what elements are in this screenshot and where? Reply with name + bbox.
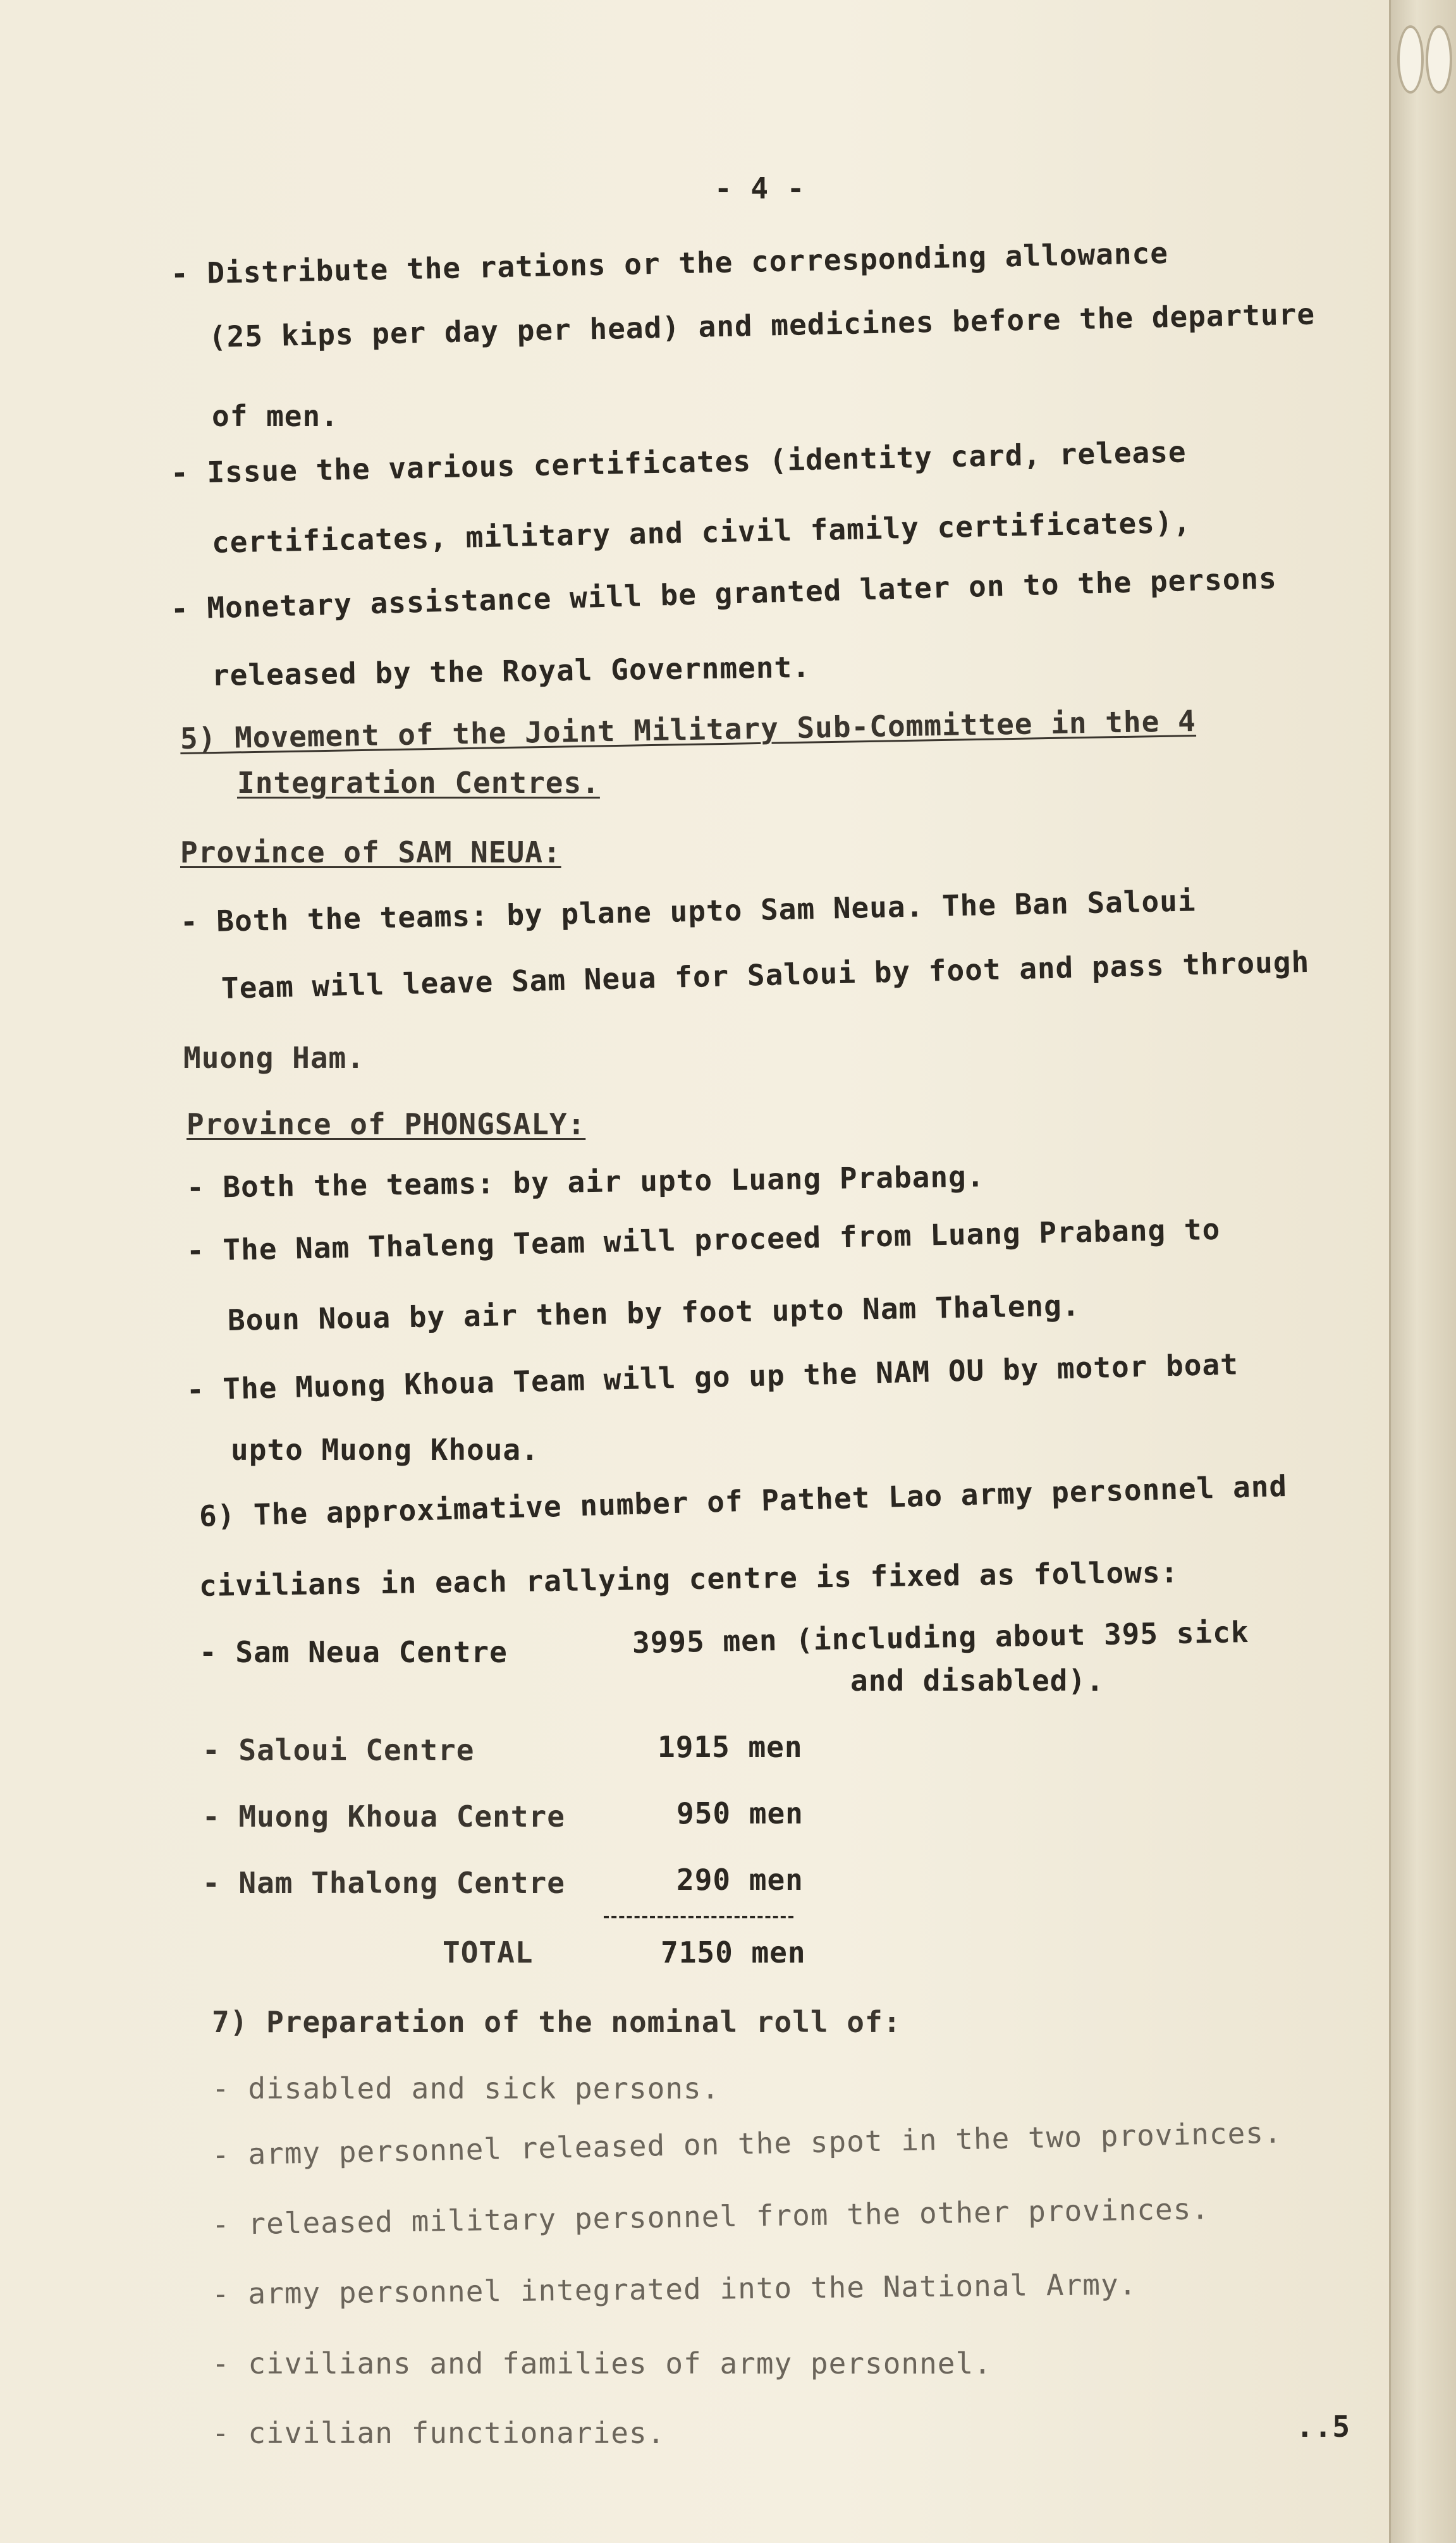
phongsaly-heading: Province of PHONGSALY: [187,1107,586,1141]
centre-sam-neua-count: 3995 men (including about 395 sick [632,1614,1249,1660]
bullet-certificates-line1: - Issue the various certificates (identity card, release [170,434,1187,490]
section6-intro-line1: 6) The approximative number of Pathet Lao army personnel and [199,1468,1288,1533]
centre-saloui-count: 1915 men [658,1730,803,1764]
binder-ring [1397,25,1424,94]
bullet-rations-line2: (25 kips per day per head) and medicines before the departure [208,297,1316,354]
section7-heading: 7) Preparation of the nominal roll of: [212,2005,902,2039]
total-value: 7150 men [661,1935,806,1970]
section6-intro-line2: civilians in each rallying centre is fixed as follows: [199,1555,1179,1603]
roll-item-disabled: - disabled and sick persons. [212,2071,720,2105]
centre-nam-thalong: - Nam Thalong Centre [202,1866,565,1900]
phongsaly-line5: upto Muong Khoua. [231,1433,539,1467]
bullet-rations-line3: of men. [212,399,339,433]
phongsaly-line3: Boun Noua by air then by foot upto Nam Thaleng. [227,1288,1080,1337]
sam-neua-line2: Team will leave Sam Neua for Saloui by foot and pass through [221,944,1310,1005]
sam-neua-line1: - Both the teams: by plane upto Sam Neua. The Ban Saloui [180,883,1197,939]
centre-muong-khoua-count: 950 men [676,1796,804,1830]
section5-heading-line1: 5) Movement of the Joint Military Sub-Committee in the 4 [180,703,1197,756]
roll-item-released-other: - released military personnel from the other provinces. [211,2191,1210,2241]
bullet-certificates-line2: certificates, military and civil family certificates), [211,505,1192,560]
binder-ring [1426,25,1452,94]
total-rule [604,1916,793,1918]
bullet-monetary-line1: - Monetary assistance will be granted later on to the persons [170,561,1278,626]
centre-sam-neua: - Sam Neua Centre [199,1635,508,1669]
binding-spine [1389,0,1456,2543]
bullet-monetary-line2: released by the Royal Government. [211,649,811,692]
continuation-marker: ..5 [1296,2410,1351,2444]
roll-item-functionaries: - civilian functionaries. [212,2416,666,2450]
roll-item-integrated: - army personnel integrated into the National Army. [211,2267,1137,2311]
bullet-rations-line1: - Distribute the rations or the corresponding allowance [170,235,1169,291]
page-number: - 4 - [714,171,805,205]
centre-saloui: - Saloui Centre [202,1733,475,1767]
phongsaly-line4: - The Muong Khoua Team will go up the NAM OU by motor boat [186,1347,1239,1407]
centre-nam-thalong-count: 290 men [676,1863,804,1897]
centre-muong-khoua: - Muong Khoua Centre [202,1799,565,1834]
centre-sam-neua-count-line2: and disabled). [850,1664,1104,1698]
sam-neua-line3: Muong Ham. [183,1041,365,1075]
sam-neua-heading: Province of SAM NEUA: [180,835,561,869]
phongsaly-line2: - The Nam Thaleng Team will proceed from Luang Prabang to [186,1211,1221,1268]
phongsaly-line1: - Both the teams: by air upto Luang Prabang. [186,1159,985,1204]
roll-item-released-spot: - army personnel released on the spot in the two provinces. [211,2115,1283,2172]
section5-heading-line2: Integration Centres. [237,766,600,800]
roll-item-civilians: - civilians and families of army personnel. [212,2346,992,2381]
total-label: TOTAL [443,1935,534,1970]
